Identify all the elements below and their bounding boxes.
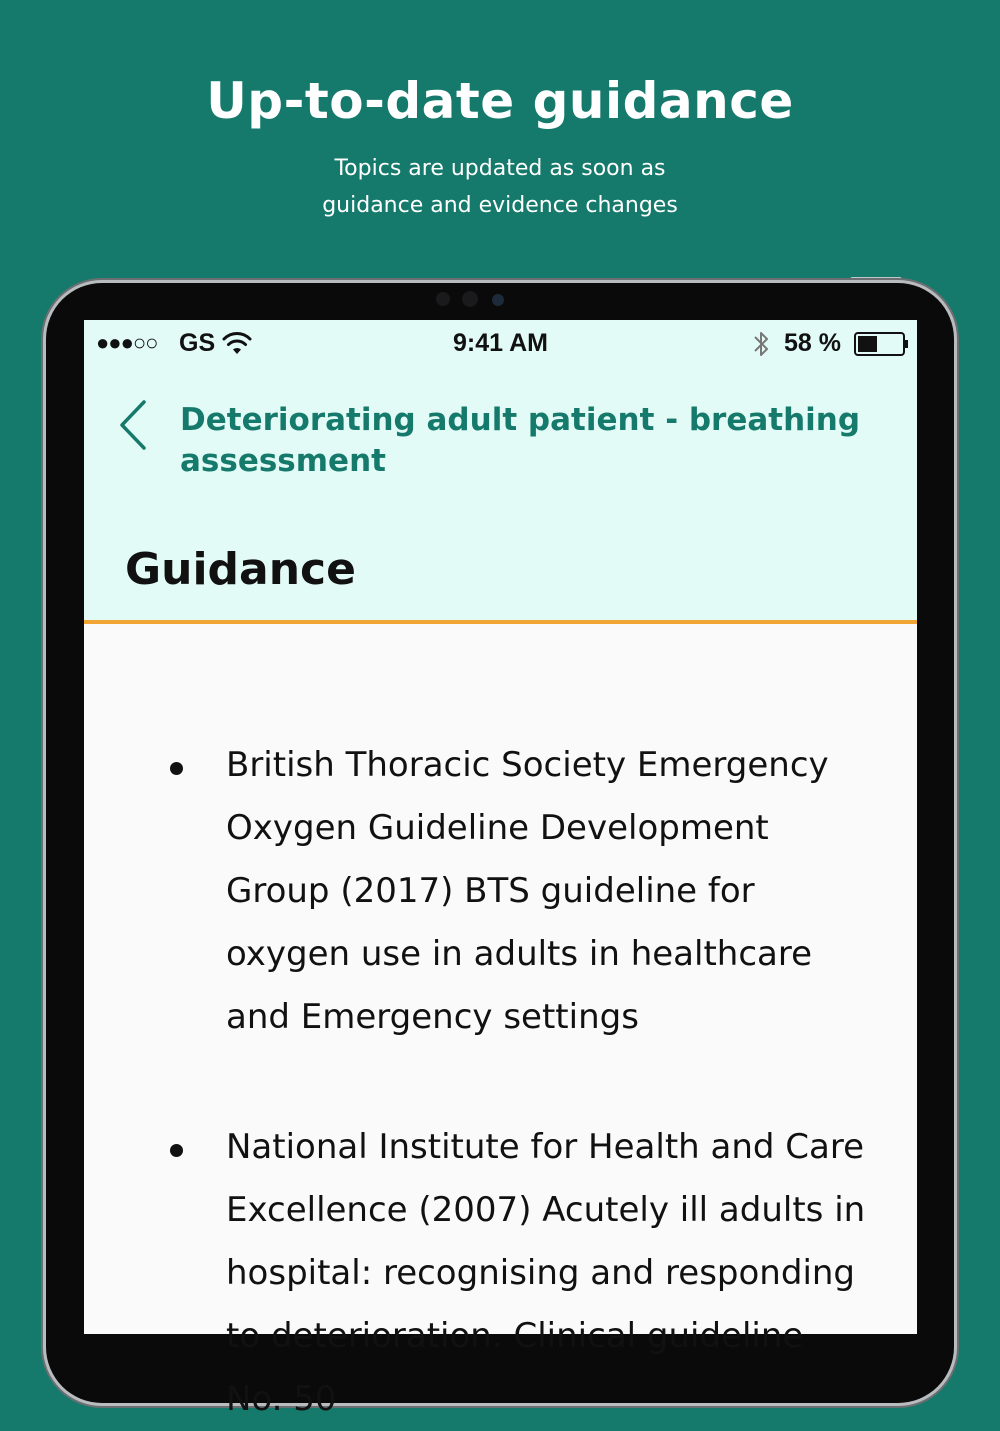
device-power-button (850, 277, 902, 282)
device-volume-down-button (954, 414, 959, 456)
guidance-content (84, 624, 917, 1419)
bullet-icon (170, 762, 183, 775)
promo-subtitle-line-2: guidance and evidence changes (322, 193, 678, 218)
promo-subtitle (0, 150, 1000, 224)
battery-icon (854, 332, 910, 356)
carrier-name: GS (179, 329, 216, 357)
back-button[interactable] (116, 398, 156, 452)
device-sensor (462, 291, 478, 307)
device-sensor (436, 292, 450, 306)
topic-title: Deteriorating adult patient - breathing assessment (180, 402, 861, 479)
app-header (84, 320, 917, 624)
signal-strength-indicator: ●●●○○ (96, 330, 158, 355)
bluetooth-icon (750, 329, 772, 359)
status-bar (84, 320, 917, 366)
reference-text: National Institute for Health and Care Excellence (2007) Acutely ill adults in hospital: recognising and responding to deterioration. Clinical guideline No. 50 (226, 1127, 866, 1419)
promo-title: Up-to-date guidance (206, 72, 794, 130)
chevron-left-icon (122, 402, 144, 448)
promo-subtitle-line-1: Topics are updated as soon as (334, 156, 666, 181)
battery-percentage: 58 % (784, 329, 841, 357)
battery-fill (858, 336, 877, 352)
status-time: 9:41 AM (453, 329, 548, 357)
section-heading: Guidance (125, 544, 356, 595)
bullet-icon (170, 1144, 183, 1157)
device-volume-up-button (954, 365, 959, 407)
reference-text: British Thoracic Society Emergency Oxygen Guideline Development Group (2017) BTS guideline for oxygen use in adults in healthcare and Emergency settings (226, 745, 829, 1037)
device-camera (492, 294, 504, 306)
device-screen (84, 320, 917, 1419)
